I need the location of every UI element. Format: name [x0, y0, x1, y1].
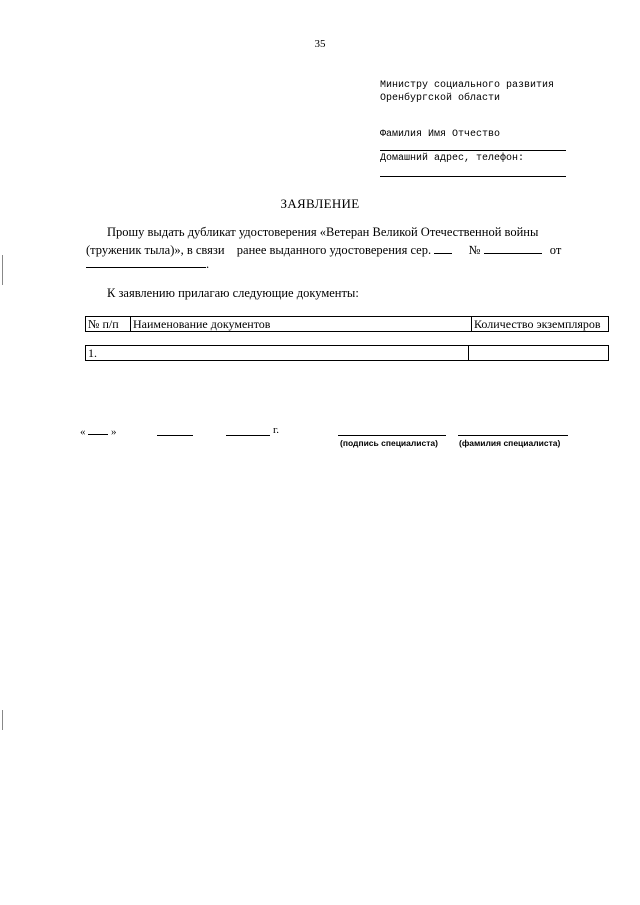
surname-caption: (фамилия специалиста): [459, 438, 561, 448]
row-number-and-name: [86, 346, 469, 361]
request-line-3: [86, 257, 209, 272]
row-number: 1.: [88, 346, 97, 360]
request-end-period: .: [206, 257, 210, 271]
document-title: ЗАЯВЛЕНИЕ: [280, 196, 360, 211]
signature-caption: (подпись специалиста): [340, 438, 438, 448]
year-suffix: г.: [273, 424, 280, 436]
request-text-2a: (труженик тыла)», в связи: [86, 243, 225, 257]
recipient-line-1: Министру социального развития: [380, 80, 555, 91]
quote-open: «: [80, 426, 86, 438]
documents-table-header: [85, 316, 609, 332]
documents-table-body: [85, 345, 609, 361]
year-blank[interactable]: [226, 435, 270, 436]
day-blank[interactable]: [88, 424, 108, 435]
quote-close: »: [111, 426, 117, 438]
address-label: Домашний адрес, телефон:: [380, 153, 525, 164]
date-blank: [86, 257, 206, 268]
request-text-1: Прошу выдать дубликат удостоверения «Ветеран Великой Отечественной войны: [107, 225, 539, 239]
header-doc-name: Наименование документов: [131, 317, 472, 332]
scan-edge-mark: [2, 255, 3, 285]
series-blank: [434, 243, 452, 254]
table-header-row: [86, 317, 609, 332]
page-number: 35: [314, 38, 326, 50]
from-word: от: [549, 243, 562, 257]
header-quantity: Количество экземпляров: [472, 317, 609, 332]
header-number: № п/п: [86, 317, 131, 332]
row-quantity[interactable]: [469, 346, 609, 361]
name-label: Фамилия Имя Отчество: [380, 129, 501, 140]
name-underline: [380, 150, 566, 151]
request-text-2b: ранее выданного удостоверения сер.: [236, 243, 432, 257]
number-blank: [484, 243, 542, 254]
address-underline: [380, 176, 566, 177]
date-line: [80, 424, 117, 438]
recipient-line-2: Оренбургской области: [380, 93, 501, 104]
number-sign: №: [468, 243, 481, 257]
month-blank[interactable]: [157, 435, 193, 436]
request-line-1: [107, 225, 538, 240]
request-line-2: [86, 243, 561, 258]
scan-edge-mark-lower: [2, 710, 3, 730]
table-row: [86, 346, 609, 361]
surname-line[interactable]: [458, 435, 568, 436]
signature-line[interactable]: [338, 435, 446, 436]
attachments-intro: К заявлению прилагаю следующие документы:: [107, 286, 359, 300]
